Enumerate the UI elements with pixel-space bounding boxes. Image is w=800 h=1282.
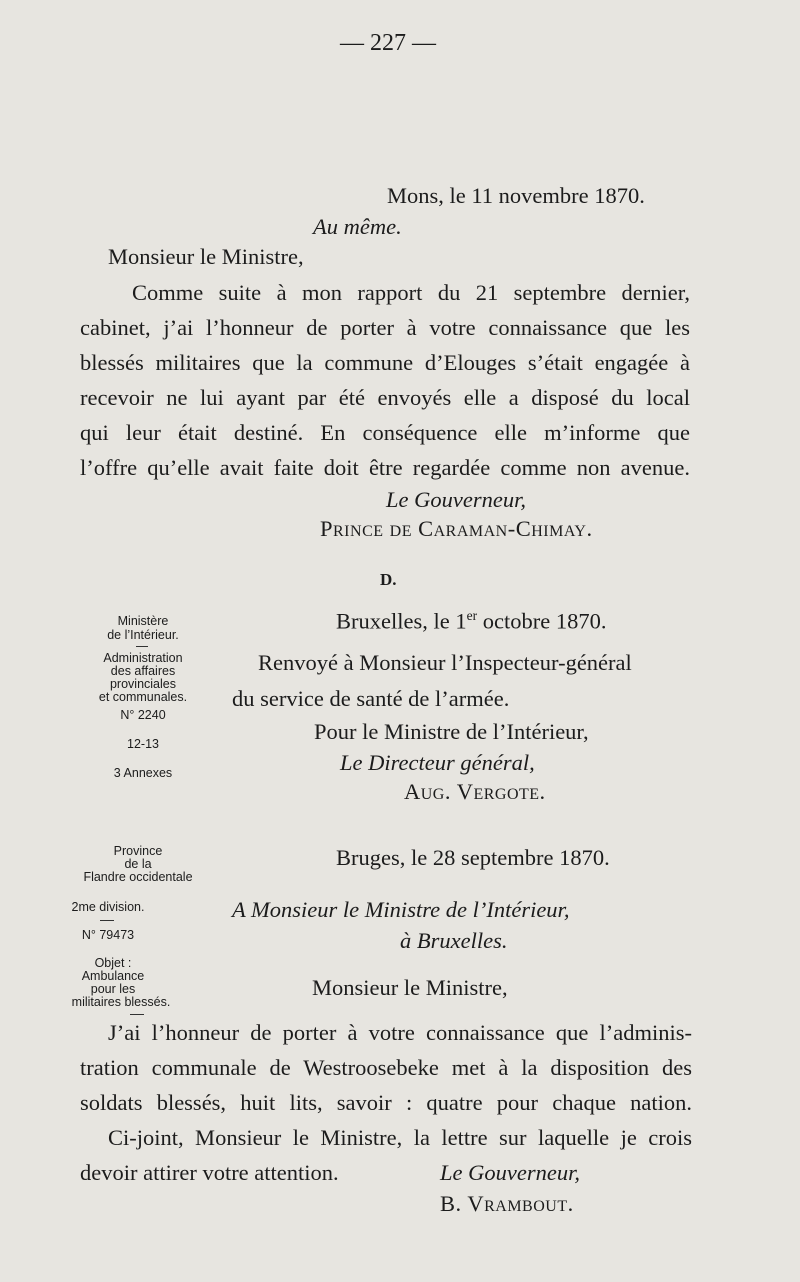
margin-admin-line-4: et communales. [98, 690, 188, 704]
margin-rule-1 [136, 646, 148, 647]
margin-objet: Objet : [94, 956, 132, 970]
margin-rule-2 [100, 920, 114, 921]
margin-militaires: militaires blessés. [71, 995, 171, 1009]
margin-rule-3 [130, 1014, 144, 1015]
margin-province: Province [113, 844, 163, 858]
for-line-d1: Pour le Ministre de l’Intérieur, [314, 719, 589, 744]
page-number: — 227 — [340, 30, 436, 56]
addressee-au-meme: Au même. [313, 214, 402, 239]
margin-ministry-sub: de l’Intérieur. [107, 628, 179, 642]
addressee-d2-line-1: A Monsieur le Ministre de l’Intérieur, [232, 897, 570, 922]
body-line-c-4: recevoir ne lui ayant par été envoyés elle a disposé du local [80, 385, 690, 410]
body-line-c-1: Comme suite à mon rapport du 21 septembre dernier, [132, 280, 690, 305]
dateline-bruxelles-suffix: octobre 1870. [477, 608, 607, 634]
body-line-d2-5: devoir attirer votre attention. [80, 1160, 339, 1185]
margin-division-d2: 2me division. [71, 900, 145, 914]
body-line-c-3: blessés militaires que la commune d’Elouges s’était engagée à [80, 350, 690, 375]
signature-title-d1: Le Directeur général, [340, 750, 535, 775]
section-label: D. [380, 570, 397, 589]
margin-number-d2: N° 79473 [81, 928, 135, 942]
body-line-d2-4: Ci-joint, Monsieur le Ministre, la lettre sur laquelle je crois [108, 1125, 692, 1150]
margin-objet-d2 [58, 957, 218, 1009]
signature-name-d1: Aug. Vergote. [404, 779, 546, 804]
margin-ambulance: Ambulance [81, 969, 145, 983]
dateline-mons: Mons, le 11 novembre 1870. [387, 183, 645, 208]
body-line-d2-2: tration communale de Westroosebeke met à la disposition des [80, 1055, 692, 1080]
margin-flandre: Flandre occidentale [83, 870, 193, 884]
margin-number-d1: N° 2240 [120, 708, 166, 722]
margin-admin-line-3: provinciales [109, 677, 176, 691]
margin-admin-line-2: des affaires [110, 664, 176, 678]
dateline-bruges: Bruges, le 28 septembre 1870. [336, 845, 610, 870]
body-line-c-2: cabinet, j’ai l’honneur de porter à votre connaissance que les [80, 315, 690, 340]
addressee-d2-line-2: à Bruxelles. [400, 928, 508, 953]
body-line-c-6: l’offre qu’elle avait faite doit être regardée comme non avenue. [80, 455, 690, 480]
body-line-d1-1: Renvoyé à Monsieur l’Inspecteur-général [258, 650, 632, 675]
margin-pour-les: pour les [90, 982, 136, 996]
margin-annexes-d1: 3 Annexes [113, 766, 173, 780]
signature-name-d2: B. Vrambout. [440, 1191, 574, 1216]
margin-admin-line-1: Administration [103, 651, 183, 665]
margin-admin [84, 652, 202, 704]
body-line-d1-2: du service de santé de l’armée. [232, 686, 510, 711]
dateline-bruxelles [336, 608, 606, 635]
margin-note-d2 [58, 845, 218, 884]
body-line-d2-3: soldats blessés, huit lits, savoir : quatre pour chaque nation. [80, 1090, 692, 1115]
salutation-d2: Monsieur le Ministre, [312, 975, 508, 1000]
dateline-bruxelles-sup: er [466, 608, 478, 623]
signature-title-c: Le Gouverneur, [386, 487, 526, 512]
salutation-c: Monsieur le Ministre, [108, 244, 304, 269]
signature-title-d2: Le Gouverneur, [440, 1160, 580, 1185]
margin-sub-number-d1: 12-13 [127, 737, 159, 751]
signature-name-c: Prince de Caraman-Chimay. [320, 516, 593, 541]
body-line-c-5: qui leur était destiné. En conséquence elle m’informe que [80, 420, 690, 445]
margin-note-d1 [84, 614, 202, 642]
dateline-bruxelles-prefix: Bruxelles, le 1 [336, 608, 467, 634]
body-line-d2-1: J’ai l’honneur de porter à votre connaissance que l’adminis- [108, 1020, 692, 1045]
margin-de-la: de la [124, 857, 152, 871]
margin-ministry: Ministère [117, 614, 169, 628]
